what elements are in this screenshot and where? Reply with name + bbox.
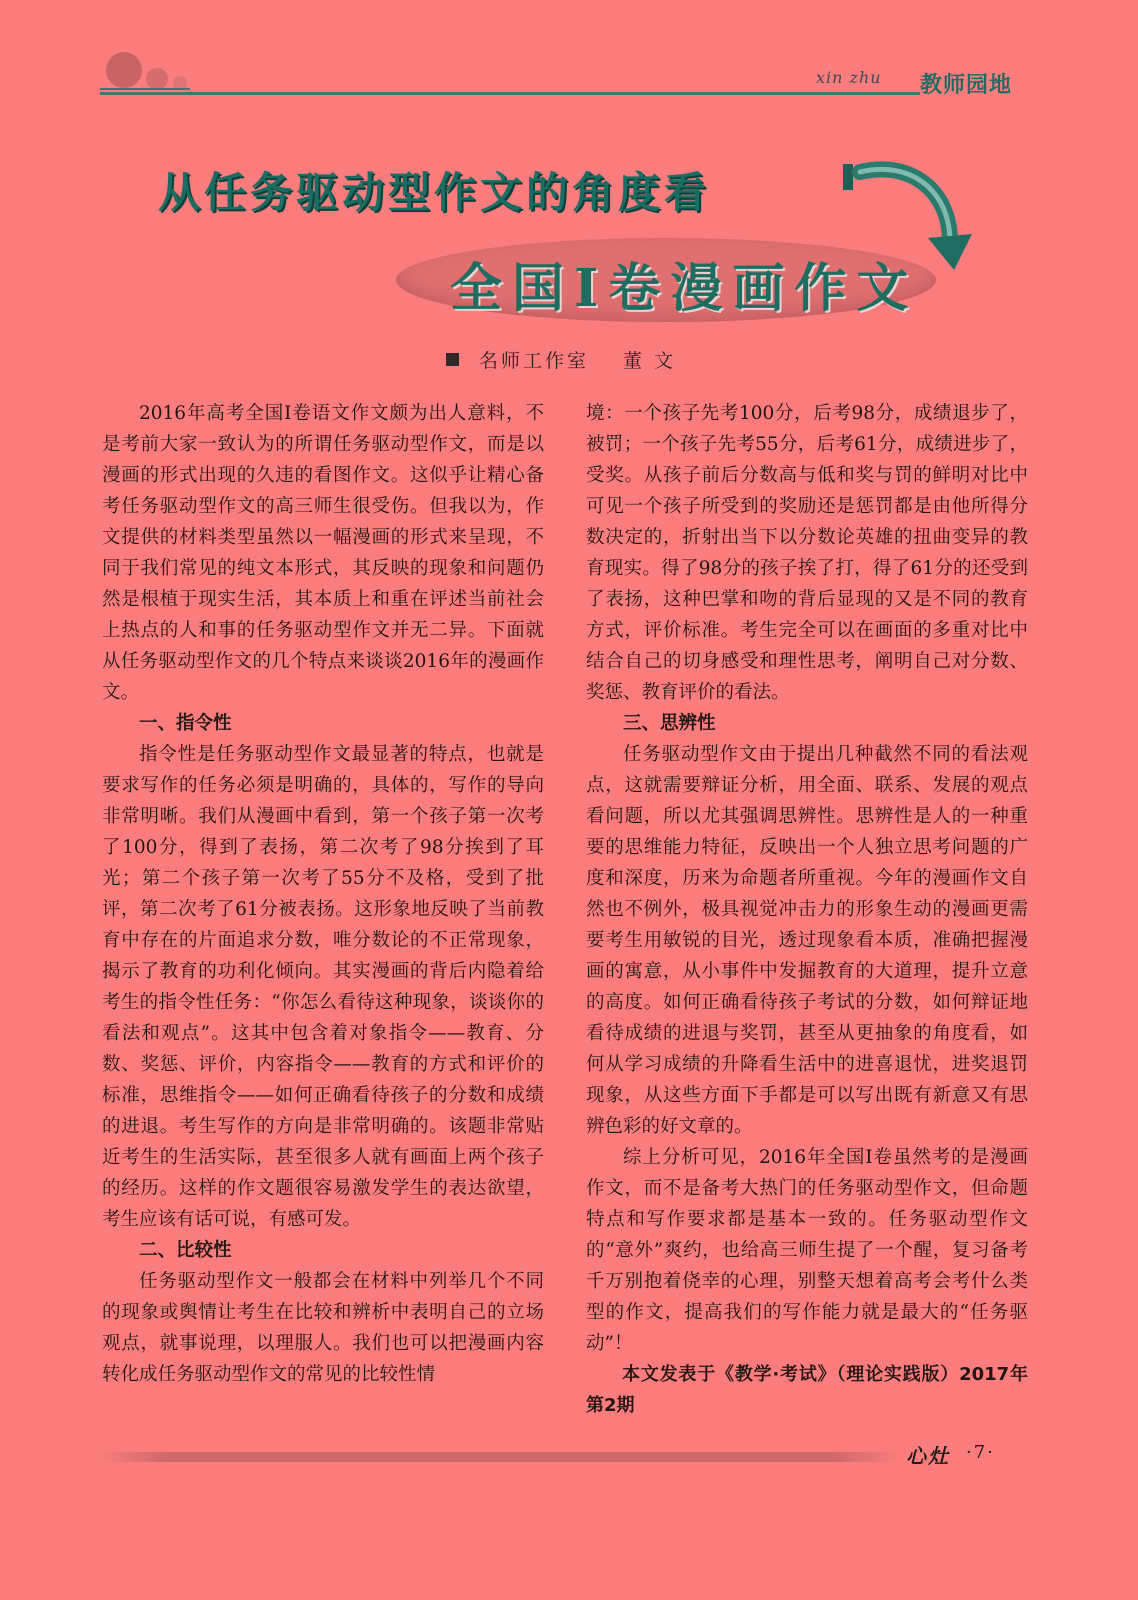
header-decoration-circle	[146, 68, 168, 90]
page-header	[100, 48, 1040, 108]
page-number: ·7·	[966, 1442, 995, 1463]
footer-bar	[100, 1452, 900, 1462]
section-heading: 二、比较性	[139, 1240, 232, 1261]
publication-note: 本文发表于《教学·考试》（理论实践版）2017年第2期	[586, 1364, 1028, 1416]
byline	[446, 346, 676, 373]
paragraph: 指令性是任务驱动型作文最显著的特点，也就是要求写作的任务必须是明确的，具体的，写作的导向非常明晰。我们从漫画中看到，第一个孩子第一次考了100分，得到了表扬，第二次考了98分挨到了耳光；第二个孩子第一次考了55分不及格，受到了批评，第二次考了61分被表扬。这形象地反映了当前教育中存在的片面追求分数，唯分数论的不正常现象，揭示了教育的功利化倾向。其实漫画的背后内隐着给考生的指令性任务：“你怎么看待这种现象，谈谈你的看法和观点”。这其中包含着对象指令——教育、分数、奖惩、评价，内容指令——教育的方式和评价的标准，思维指令——如何正确看待孩子的分数和成绩的进退。考生写作的方向是非常明确的。该题非常贴近考生的生活实际，甚至很多人就有画面上两个孩子的经历。这样的作文题很容易激发学生的表达欲望，考生应该有话可说，有感可发。	[102, 744, 544, 1230]
paragraph: 境：一个孩子先考100分，后考98分，成绩退步了，被罚；一个孩子先考55分，后考61分，成绩进步了，受奖。从孩子前后分数高与低和奖与罚的鲜明对比中可见一个孩子所受到的奖励还是惩罚都是由他所得分数决定的，折射出当下以分数论英雄的扭曲变异的教育现实。得了98分的孩子挨了打，得了61分的还受到了表扬，这种巴掌和吻的背后显现的又是不同的教育方式，评价标准。考生完全可以在画面的多重对比中结合自己的切身感受和理性思考，阐明自己对分数、奖惩、教育评价的看法。	[586, 403, 1028, 703]
square-bullet-icon	[446, 353, 459, 366]
left-column	[102, 398, 544, 1390]
section-name: 教师园地	[920, 73, 1013, 98]
header-rule	[100, 92, 920, 95]
byline-author: 董 文	[623, 350, 677, 372]
paragraph: 任务驱动型作文一般都会在材料中列举几个不同的现象或舆情让考生在比较和辨析中表明自己的立场观点，就事说理，以理服人。我们也可以把漫画内容转化成任务驱动型作文的常见的比较性情	[102, 1271, 544, 1385]
right-column	[586, 398, 1028, 1421]
article-title-line2: 全国Ⅰ卷漫画作文	[450, 258, 919, 319]
byline-studio: 名师工作室	[479, 350, 590, 372]
section-heading: 三、思辨性	[623, 713, 716, 734]
paragraph: 综上分析可见，2016年全国Ⅰ卷虽然考的是漫画作文，而不是备考大热门的任务驱动型作文，但命题特点和写作要求都是基本一致的。任务驱动型作文的“意外”爽约，也给高三师生提了一个醒，复习备考千万别抱着侥幸的心理，别整天想着高考会考什么类型的作文，提高我们的写作能力就是最大的“任务驱动”！	[586, 1147, 1028, 1354]
header-pinyin: xin zhu	[816, 68, 882, 87]
article-title-line1: 从任务驱动型作文的角度看	[158, 168, 711, 217]
header-rule-short	[100, 88, 190, 90]
section-heading: 一、指令性	[139, 713, 232, 734]
footer-magazine-name: 心灶	[906, 1444, 950, 1468]
header-decoration-circle	[106, 52, 142, 88]
paragraph: 2016年高考全国Ⅰ卷语文作文颇为出人意料，不是考前大家一致认为的所谓任务驱动型作文，而是以漫画的形式出现的久违的看图作文。这似乎让精心备考任务驱动型作文的高三师生很受伤。但我以为，作文提供的材料类型虽然以一幅漫画的形式来呈现，不同于我们常见的纯文本形式，其反映的现象和问题仍然是根植于现实生活，其本质上和重在评述当前社会上热点的人和事的任务驱动型作文并无二异。下面就从任务驱动型作文的几个特点来谈谈2016年的漫画作文。	[102, 403, 544, 703]
paragraph: 任务驱动型作文由于提出几种截然不同的看法观点，这就需要辩证分析，用全面、联系、发展的观点看问题，所以尤其强调思辨性。思辨性是人的一种重要的思维能力特征，反映出一个人独立思考问题的广度和深度，历来为命题者所重视。今年的漫画作文自然也不例外，极具视觉冲击力的形象生动的漫画更需要考生用敏锐的目光，透过现象看本质，准确把握漫画的寓意，从小事件中发掘教育的大道理，提升立意的高度。如何正确看待孩子考试的分数，如何辩证地看待成绩的进退与奖罚，甚至从更抽象的角度看，如何从学习成绩的升降看生活中的进喜退忧，进奖退罚现象，从这些方面下手都是可以写出既有新意又有思辨色彩的好文章的。	[586, 744, 1028, 1137]
